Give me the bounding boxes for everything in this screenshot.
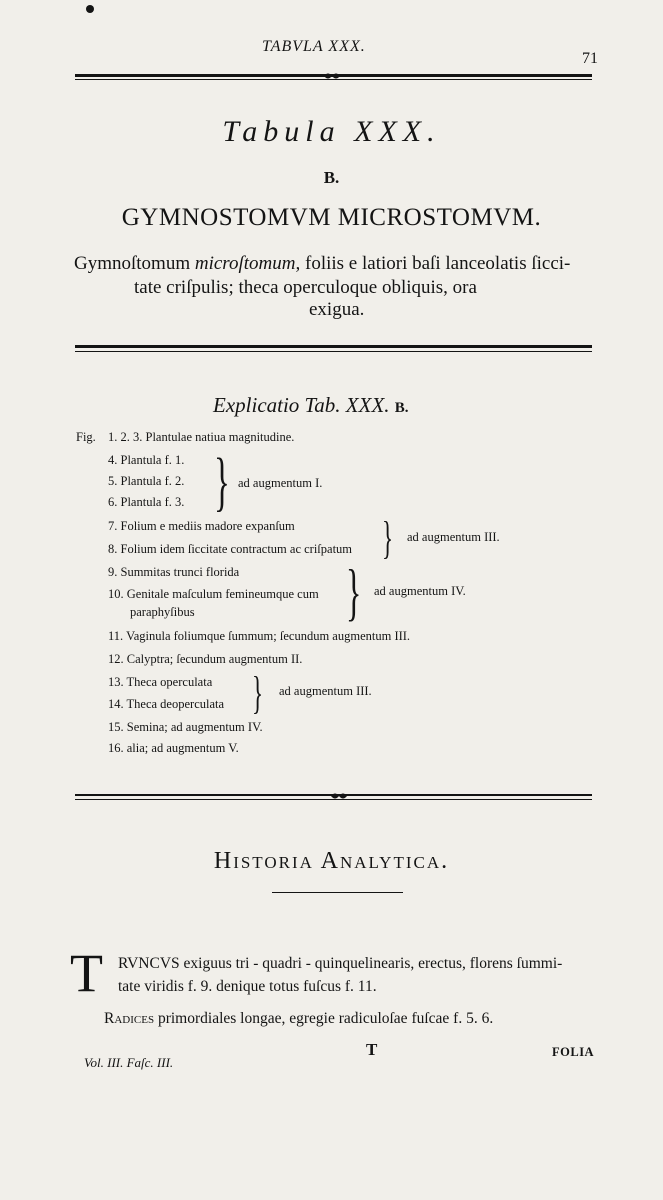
fig-row: 13. Theca operculata	[108, 675, 213, 689]
fig-row: 12. Calyptra; ſecundum augmentum II.	[108, 652, 303, 666]
fig-row: 10. Genitale maſculum femineumque cum	[108, 587, 319, 601]
species-description-line1	[74, 253, 570, 275]
brace-group-1: }	[214, 445, 230, 518]
historia-underline	[272, 892, 403, 893]
catchword: FOLIA	[552, 1045, 595, 1059]
page-number: 71	[582, 50, 598, 67]
plate-label: B.	[323, 168, 340, 187]
explicatio-heading-suffix: B.	[394, 400, 409, 416]
group-3-label: ad augmentum IV.	[374, 584, 466, 598]
fig-row: 8. Folium idem ſiccitate contractum ac criſpatum	[108, 542, 353, 556]
group-1-label: ad augmentum I.	[238, 476, 323, 490]
fig-row: paraphyſibus	[130, 605, 195, 619]
drop-cap: T	[70, 943, 103, 1003]
middle-rule-thin	[75, 351, 592, 352]
paragraph-1-lead: RVNCVS	[118, 955, 180, 972]
species-description-line2: tate criſpulis; theca operculoque obliquis, ora	[134, 277, 477, 298]
description-text-italic: microſtomum,	[194, 253, 301, 274]
explicatio-heading-text: Explicatio Tab. XXX.	[213, 393, 390, 417]
volume-note: Vol. III. Faſc. III.	[84, 1055, 174, 1070]
group-2-label: ad augmentum III.	[407, 530, 500, 544]
species-name: GYMNOSTOMVM MICROSTOMVM.	[121, 204, 542, 231]
fig-row: 11. Vaginula foliumque ſummum; ſecundum augmentum III.	[108, 629, 411, 643]
historia-heading: Historia Analytica.	[213, 848, 450, 874]
fig-row: 14. Theca deoperculata	[108, 697, 225, 711]
brace-group-2: }	[382, 512, 394, 563]
signature-mark: T	[366, 1040, 378, 1059]
plate-title: Tabula XXX.	[222, 115, 441, 148]
fig-label: Fig.	[76, 430, 96, 444]
brace-group-4: }	[252, 667, 264, 718]
paragraph-1-text: exiguus tri - quadri - quinquelinearis, erectus, florens ſummi-	[179, 955, 563, 972]
running-title: TABVLA XXX.	[262, 38, 366, 55]
fig-row: 6. Plantula f. 3.	[108, 495, 185, 509]
paragraph-2-text: primordiales longae, egregie radiculoſae fuſcae f. 5. 6.	[154, 1010, 494, 1027]
fig-row: 16. alia; ad augmentum V.	[108, 741, 239, 755]
middle-rule	[75, 345, 592, 348]
description-text-c: foliis e latiori baſi lanceolatis ſicci-	[300, 253, 571, 274]
paragraph-1-line1	[118, 955, 562, 973]
description-text-a: Gymnoſtomum	[74, 253, 195, 274]
paragraph-1-line2: tate viridis f. 9. denique totus fuſcus f. 11.	[118, 978, 377, 995]
fig-row: 7. Folium e mediis madore expanſum	[108, 519, 295, 533]
group-4-label: ad augmentum III.	[279, 684, 372, 698]
fig-row: 5. Plantula f. 2.	[108, 474, 185, 488]
fig-row: 9. Summitas trunci florida	[108, 565, 240, 579]
fig-row: 1. 2. 3. Plantulae natiua magnitudine.	[108, 430, 295, 444]
explicatio-heading	[213, 393, 409, 418]
lower-ornament-icon	[330, 791, 348, 801]
brace-group-3: }	[346, 556, 362, 627]
paragraph-2	[104, 1010, 493, 1028]
fig-row: 15. Semina; ad augmentum IV.	[108, 720, 263, 734]
fig-row: 4. Plantula f. 1.	[108, 453, 185, 467]
ink-dot	[86, 5, 94, 13]
top-ornament-icon	[323, 71, 341, 81]
paragraph-2-lead: Radices	[104, 1010, 155, 1027]
species-description-line3: exigua.	[309, 299, 365, 320]
